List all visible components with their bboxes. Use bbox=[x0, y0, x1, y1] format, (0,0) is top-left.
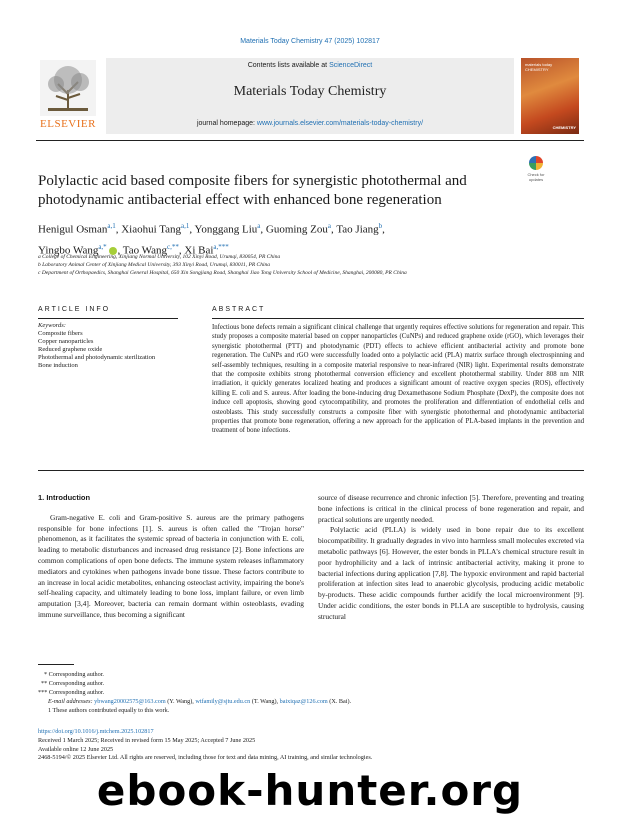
section-heading: 1. Introduction bbox=[38, 493, 91, 502]
footnote: ** Corresponding author. bbox=[41, 680, 105, 687]
sciencedirect-link[interactable]: ScienceDirect bbox=[329, 62, 373, 69]
elsevier-logo bbox=[36, 58, 100, 134]
article-info-heading: ARTICLE INFO bbox=[38, 306, 111, 313]
affiliation: b Laboratory Animal Center of Xinjiang Medical University, 393 Xinyi Road, Urumqi, 830011, PR China bbox=[38, 262, 271, 268]
author-affil: a,*** bbox=[213, 242, 229, 251]
watermark: ebook-hunter.org bbox=[96, 766, 524, 815]
received-dates: Received 1 March 2025; Received in revised form 15 May 2025; Accepted 7 June 2025 bbox=[38, 736, 256, 744]
publisher-name: ELSEVIER bbox=[40, 118, 96, 130]
keyword: Copper nanoparticles bbox=[38, 338, 94, 345]
author-affil: b bbox=[378, 222, 383, 230]
keyword: Reduced graphene oxide bbox=[38, 346, 103, 353]
affiliation: a College of Chemical Engineering, Xinjiang Normal University, 102 Xinyi Road, Urumqi, 830054, PR China bbox=[38, 254, 281, 260]
footnote: * Corresponding author. bbox=[44, 671, 104, 678]
author[interactable]: Tao Wang bbox=[122, 244, 168, 257]
abstract-bottom-divider bbox=[38, 470, 584, 471]
paper-title: Polylactic acid based composite fibers for synergistic photothermal and photodynamic antibacterial effect with enhanced bone regeneration bbox=[38, 173, 467, 208]
author-list: Henigul Osman$^{a,1}$, Xiaohui Tang$^{a,1}$, Yonggang Liu$^a$, Guoming Zou$^a$, Tao Jiang$^b$, Yingbo Wang$^{a,*}$ , Tao Wang$^{c,**}$, Xi Bai$^{a,***}$ bbox=[38, 222, 385, 257]
keywords-block bbox=[38, 322, 203, 370]
header-divider bbox=[36, 140, 584, 141]
journal-cover[interactable] bbox=[521, 58, 579, 134]
email-line bbox=[38, 697, 578, 706]
doi-link[interactable]: https://doi.org/10.1016/j.mtchem.2025.102817 bbox=[38, 728, 154, 735]
email-owner: (T. Wang), bbox=[251, 698, 279, 705]
email-link[interactable]: ybwang20002575@163.com bbox=[94, 698, 166, 705]
author[interactable]: Henigul Osman bbox=[38, 223, 108, 236]
author[interactable]: Guoming Zou bbox=[265, 223, 328, 236]
author-affil: c,** bbox=[167, 242, 179, 251]
homepage-prefix: journal homepage: bbox=[196, 120, 257, 127]
article-history bbox=[38, 728, 578, 763]
author[interactable]: Xiaohui Tang bbox=[121, 223, 182, 236]
email-label: E-mail addresses: bbox=[48, 698, 93, 705]
keyword: Bone induction bbox=[38, 362, 78, 369]
journal-title: Materials Today Chemistry bbox=[233, 84, 387, 99]
paragraph: Gram-negative E. coli and Gram-positive S. aureus are the primary pathogens responsible for bone infections [1]. S. aureus is often called the "Trojan horse" phenomenon, as it facilitates the systemic spread of bacteria in conjunction with E. coli, leading to metabolic disturbances and increased drug resistance [2]. Bone infections are common complications of open bone defects. The immune system releases inflammatory mediators and cytokines when pathogens invade bone tissue. These factors contribute to an increase in local acidic metabolites, enhancing osteoclast activity, impairing the bone's self-healing capacity, and ultimately leading to bone loss, implant failure, or even limb amputation [3,4]. Moreover, bacteria can remain dormant within osteoblasts, evading immune surveillance, thus becoming a significant bbox=[38, 512, 304, 619]
email-owner: (X. Bai). bbox=[329, 698, 352, 705]
keywords-label: Keywords: bbox=[38, 322, 66, 329]
body-column-left bbox=[38, 493, 304, 621]
author-affil: a,* bbox=[98, 242, 107, 251]
footnote-divider bbox=[38, 664, 74, 665]
affiliation: c Department of Orthopaedics, Shanghai General Hospital, 650 Xin Songjiang Road, Shanghai Jiao Tong University School of Medicine, Shanghai, 200080, PR China bbox=[38, 270, 407, 276]
cover-label: CHEMISTRY bbox=[552, 125, 576, 130]
homepage-link[interactable]: www.journals.elsevier.com/materials-today-chemistry/ bbox=[256, 120, 424, 127]
tree-icon bbox=[40, 60, 96, 116]
online-date: Available online 12 June 2025 bbox=[38, 745, 114, 753]
journal-reference[interactable]: Materials Today Chemistry 47 (2025) 102817 bbox=[240, 38, 380, 45]
author[interactable]: Xi Bai bbox=[184, 244, 214, 257]
check-updates-label: Check for updates bbox=[527, 172, 545, 182]
abstract-text: Infectious bone defects remain a significant clinical challenge that urgently requires effective solutions for regeneration and repair. This study proposes a composite material based on copper nanoparticles (CuNPs) and reduced graphene oxide (rGO), which leverages their synergistic photothermal (PTT) and photodynamic (PDT) effects to achieve efficient antibacterial activity and promote bone regeneration. The CuNPs and rGO were successfully loaded onto a polylactic acid (PLA) matrix surface through electrospinning and self-assembly techniques, resulting in a composite material responsive to near-infrared (NIR) light. Experimental results demonstrate that the composite exhibits strong photothermal conversion efficiency and excellent photothermal stability. Under 808 nm NIR irradiation, it quickly generates localized heating and produces a significant amount of reactive oxygen species (ROS), effectively killing E. coli and S. aureus. After loading the bone-inducing drug Dexamethasone Sodium Phosphate (DexP), the composite does not induce cell apoptosis, showing good cytocompatibility, and promotes the proliferation and differentiation of endothelial cells and osteoblasts. This study successfully constructs a composite fiber with synergistic photothermal and photodynamic antibacterial properties that promote bone regeneration, offering a new approach for the application of PLA-based implants in the prevention and treatment of bone infections. bbox=[212, 324, 584, 435]
contents-prefix: Contents lists available at bbox=[247, 62, 330, 69]
article-info-divider bbox=[38, 318, 178, 319]
footnote: *** Corresponding author. bbox=[38, 689, 105, 696]
paragraph: Polylactic acid (PLLA) is widely used in bone repair due to its excellent biocompatibility. It gradually degrades in vivo into harmless small molecules excreted via metabolic pathways [6]. However, the ester bonds in PLLA's chemical structure result in poor hydrophilicity and a lack of intrinsic antibacterial activity, making it prone to bacterial infections during application [7,8]. The hypoxic environment and rapid bacterial proliferation at infection sites lead to anaerobic glycolysis, producing acidic metabolic by-products. These acidic compounds further acidify the local microenvironment [9]. Under acidic conditions, the ester bonds in PLLA are susceptible to hydrolysis, causing structural bbox=[318, 525, 584, 621]
cover-title: materials today CHEMISTRY bbox=[525, 62, 553, 72]
affiliations bbox=[38, 253, 578, 277]
paragraph: source of disease recurrence and chronic infection [5]. Therefore, preventing and treating bone infections is critical in the clinical process of bone regeneration and repair, and practical solutions are urgently needed. bbox=[318, 493, 584, 524]
keyword: Photothermal and photodynamic sterilization bbox=[38, 354, 156, 361]
header-center bbox=[106, 58, 514, 134]
email-link[interactable]: wtfamily@sjtu.edu.cn bbox=[195, 698, 251, 705]
author-affil: a bbox=[327, 222, 332, 230]
author-affil: a,1 bbox=[107, 222, 116, 230]
check-updates-button[interactable] bbox=[522, 156, 550, 186]
homepage-line bbox=[106, 120, 514, 127]
email-link[interactable]: baixiqaz@126.com bbox=[279, 698, 328, 705]
copyright: 2468-5194/© 2025 Elsevier Ltd. All rights are reserved, including those for text and data mining, AI training, and similar technologies. bbox=[38, 754, 373, 762]
equal-contribution-note: 1 These authors contributed equally to this work. bbox=[48, 707, 170, 714]
footnotes bbox=[38, 670, 578, 715]
author[interactable]: Yingbo Wang bbox=[38, 244, 99, 257]
body-column-right bbox=[318, 493, 584, 623]
journal-header bbox=[36, 58, 584, 134]
contents-line bbox=[106, 62, 514, 69]
author-affil: a bbox=[257, 222, 261, 230]
email-owner: (Y. Wang), bbox=[167, 698, 194, 705]
abstract-heading: ABSTRACT bbox=[212, 306, 266, 313]
author[interactable]: Yonggang Liu bbox=[194, 223, 258, 236]
author-affil: a,1 bbox=[181, 222, 190, 230]
abstract-divider bbox=[212, 318, 584, 319]
check-updates-icon bbox=[529, 156, 543, 170]
keyword: Composite fibers bbox=[38, 330, 83, 337]
author[interactable]: Tao Jiang bbox=[336, 223, 379, 236]
